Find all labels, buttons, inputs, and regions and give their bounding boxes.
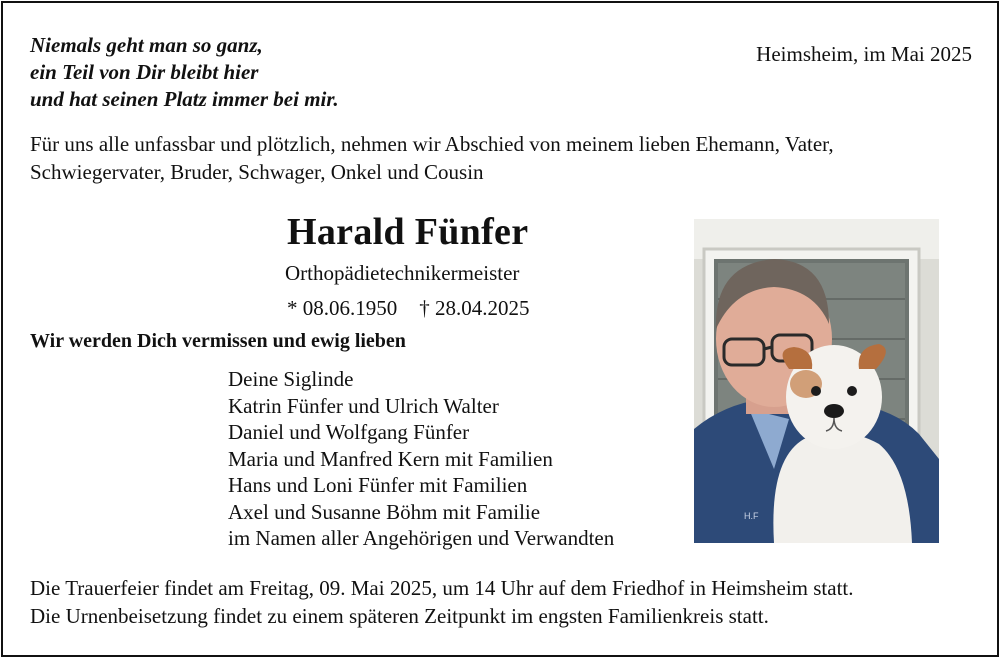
mourner-line: Axel und Susanne Böhm mit Familie xyxy=(228,499,541,524)
shirt-label: H.F xyxy=(744,511,759,521)
funeral-info-line: Die Urnenbeisetzung findet zu einem späteren Zeitpunkt im engsten Familienkreis statt. xyxy=(30,604,769,628)
intro-line: Für uns alle unfassbar und plötzlich, nehmen wir Abschied von meinem lieben Ehemann, Vater, xyxy=(30,132,834,156)
intro-line: Schwiegervater, Bruder, Schwager, Onkel und Cousin xyxy=(30,160,484,184)
poem-line: Niemals geht man so ganz, xyxy=(30,33,263,57)
mourner-line: Maria und Manfred Kern mit Familien xyxy=(228,446,553,471)
mourner-line: Daniel und Wolfgang Fünfer xyxy=(228,420,470,444)
poem xyxy=(30,32,339,113)
mourner-line: im Namen aller Angehörigen und Verwandten xyxy=(228,526,615,550)
mourner-line: Deine Siglinde xyxy=(228,367,354,391)
death-date: † 28.04.2025 xyxy=(419,296,530,320)
mourner-line: Hans und Loni Fünfer mit Familien xyxy=(228,473,528,497)
deceased-profession: Orthopädietechnikermeister xyxy=(285,261,520,285)
intro-text xyxy=(30,130,834,186)
portrait-photo xyxy=(694,219,939,543)
poem-line: und hat seinen Platz immer bei mir. xyxy=(30,87,339,111)
deceased-name: Harald Fünfer xyxy=(287,211,529,253)
life-dates xyxy=(287,296,530,321)
mourners-list xyxy=(228,366,614,552)
place-date: Heimsheim, im Mai 2025 xyxy=(756,42,972,66)
mourner-line: Katrin Fünfer und Ulrich Walter xyxy=(228,393,499,418)
birth-date: * 08.06.1950 xyxy=(287,296,398,320)
portrait-illustration xyxy=(694,219,939,543)
farewell-heading: Wir werden Dich vermissen und ewig lieben xyxy=(30,330,406,352)
poem-line: ein Teil von Dir bleibt hier xyxy=(30,60,259,84)
funeral-info xyxy=(30,574,854,630)
funeral-info-line: Die Trauerfeier findet am Freitag, 09. Mai 2025, um 14 Uhr auf dem Friedhof in Heimsheim statt. xyxy=(30,576,854,600)
